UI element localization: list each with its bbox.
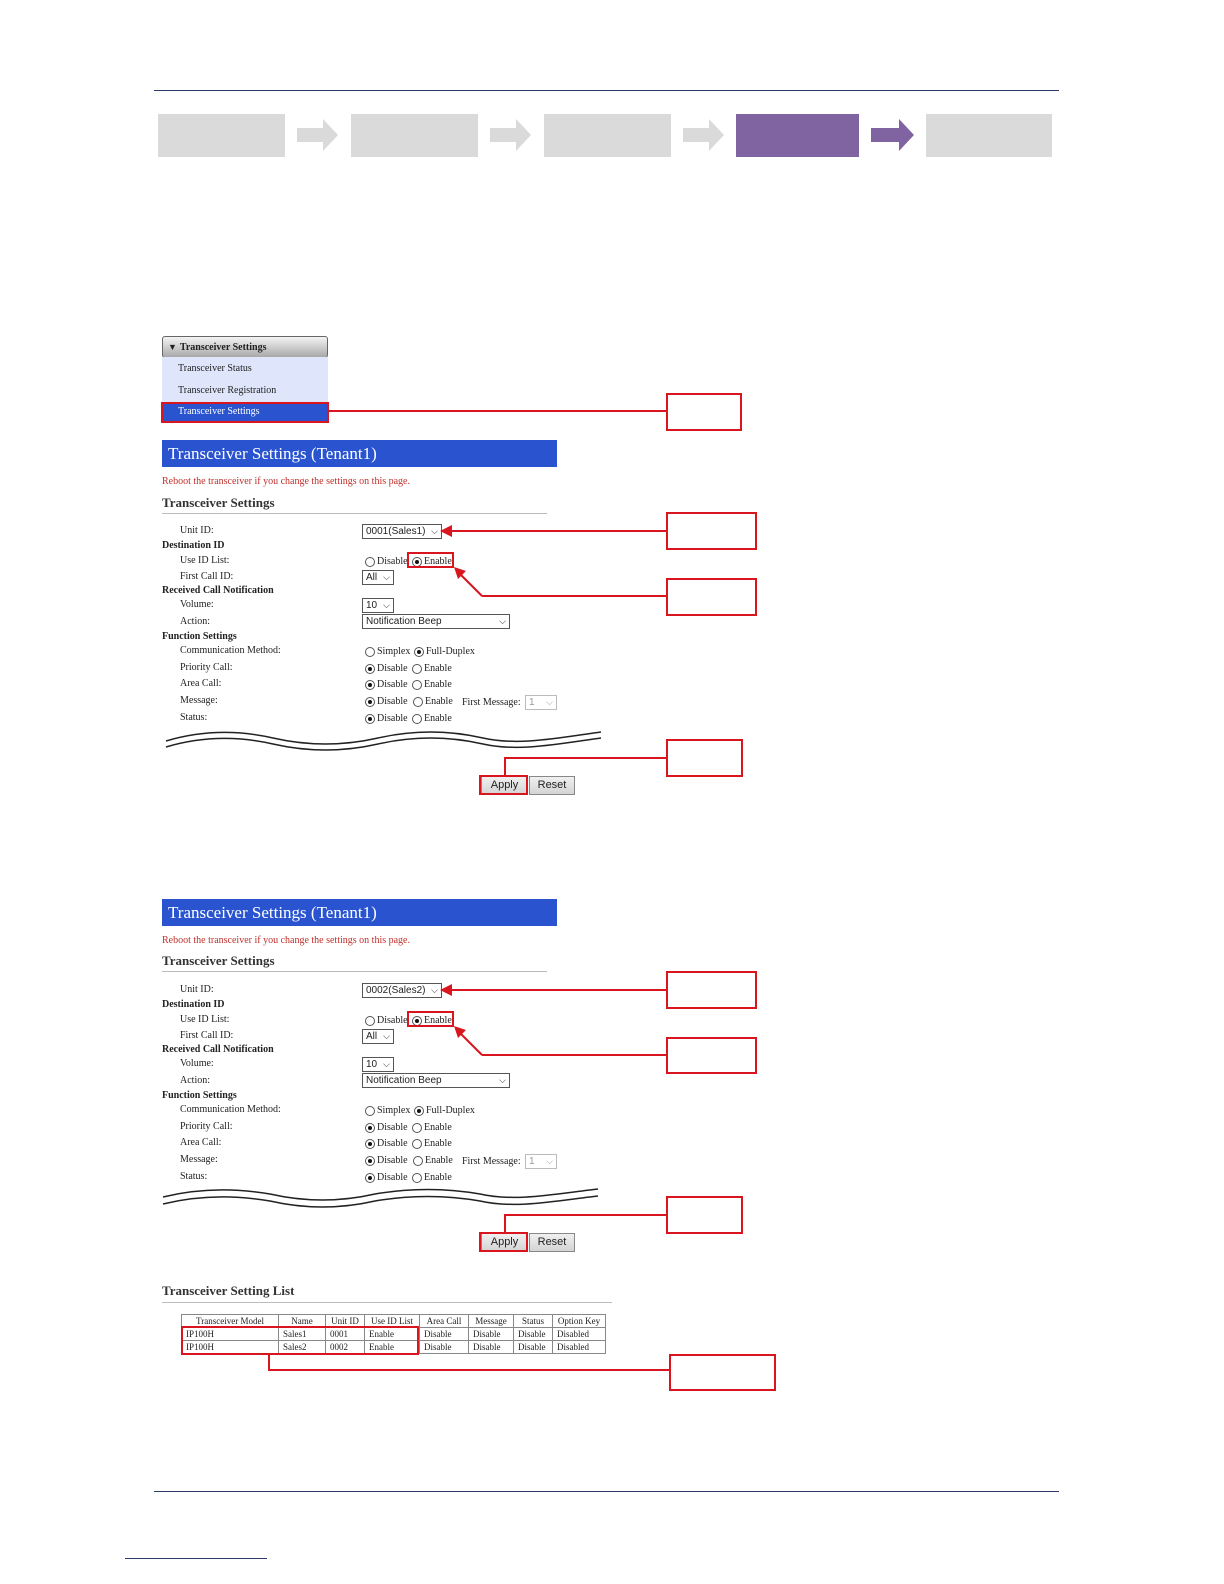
flow-step-5: [926, 114, 1052, 157]
full-duplex-radio[interactable]: Full-Duplex: [414, 1105, 475, 1116]
highlight-menu-item: [161, 402, 329, 423]
section-rule: [162, 971, 547, 972]
callout-box: [666, 512, 757, 550]
received-call-heading: Received Call Notification: [162, 585, 274, 596]
leader-line: [268, 1355, 270, 1370]
leader-arrow-diagonal: [452, 565, 672, 599]
callout-box: [669, 1354, 776, 1391]
footer-rule: [154, 1491, 1059, 1492]
volume-select[interactable]: 10 ⌵: [362, 1057, 394, 1072]
flow-step-3: [544, 114, 671, 157]
table-cell: Disable: [469, 1341, 514, 1354]
use-id-list-label: Use ID List:: [180, 555, 230, 566]
callout-box: [666, 1037, 757, 1074]
use-id-list-disable-radio[interactable]: Disable: [365, 556, 408, 567]
arrowhead-icon: [440, 984, 452, 996]
status-label: Status:: [180, 1171, 208, 1182]
column-header: Name: [279, 1315, 326, 1328]
message-enable-radio[interactable]: Enable: [413, 1155, 453, 1166]
area-enable-radio[interactable]: Enable: [412, 679, 452, 690]
arrowhead-icon: [440, 525, 452, 537]
column-header: Message: [469, 1315, 514, 1328]
message-disable-radio[interactable]: Disable: [365, 1155, 408, 1166]
radio-off-icon: [413, 1156, 423, 1166]
leader-line: [329, 410, 667, 412]
radio-off-icon: [365, 647, 375, 657]
radio-on-icon: [365, 1156, 375, 1166]
wavy-break-separator: [163, 728, 605, 752]
highlight-enable-radio: [407, 552, 454, 568]
highlight-enable-radio: [407, 1011, 454, 1027]
table-cell: IP100H: [182, 1341, 279, 1354]
section-rule: [162, 513, 547, 514]
radio-off-icon: [365, 1016, 375, 1026]
use-id-list-label: Use ID List:: [180, 1014, 230, 1025]
radio-on-icon: [365, 714, 375, 724]
status-disable-radio[interactable]: Disable: [365, 1172, 408, 1183]
chevron-down-icon: ⌵: [499, 616, 506, 626]
menu-item-transceiver-status[interactable]: Transceiver Status: [178, 363, 252, 374]
chevron-down-icon: ⌵: [431, 985, 438, 995]
status-disable-radio[interactable]: Disable: [365, 713, 408, 724]
footer-link-underline[interactable]: [125, 1558, 267, 1559]
table-cell: Sales2: [279, 1341, 326, 1354]
column-header: Transceiver Model: [182, 1315, 279, 1328]
highlight-table-rows: [181, 1326, 419, 1355]
radio-on-icon: [414, 647, 424, 657]
simplex-radio[interactable]: Simplex: [365, 646, 410, 657]
communication-method-label: Communication Method:: [180, 645, 281, 656]
communication-method-label: Communication Method:: [180, 1104, 281, 1115]
triangle-down-icon: ▼: [168, 342, 177, 352]
chevron-down-icon: ⌵: [431, 526, 438, 536]
flow-arrow-icon: [297, 118, 339, 152]
first-call-id-select[interactable]: All ⌵: [362, 1029, 394, 1044]
chevron-down-icon: ⌵: [383, 572, 390, 582]
radio-off-icon: [413, 697, 423, 707]
radio-on-icon: [365, 664, 375, 674]
radio-on-icon: [365, 1123, 375, 1133]
table-cell: Enable: [365, 1341, 420, 1354]
section-rule: [162, 1302, 612, 1303]
priority-disable-radio[interactable]: Disable: [365, 663, 408, 674]
status-enable-radio[interactable]: Enable: [412, 713, 452, 724]
leader-line: [504, 1214, 667, 1216]
radio-off-icon: [412, 1139, 422, 1149]
highlight-apply-button: [479, 775, 528, 795]
use-id-list-enable-radio[interactable]: Enable: [412, 556, 452, 567]
message-label: Message:: [180, 695, 218, 706]
apply-button[interactable]: Apply: [481, 776, 528, 795]
area-call-label: Area Call:: [180, 678, 222, 689]
received-call-heading: Received Call Notification: [162, 1044, 274, 1055]
unit-id-select[interactable]: 0001(Sales1) ⌵: [362, 524, 442, 539]
area-disable-radio[interactable]: Disable: [365, 1138, 408, 1149]
header-rule: [154, 90, 1059, 91]
radio-off-icon: [412, 680, 422, 690]
first-call-id-label: First Call ID:: [180, 571, 234, 582]
callout-box: [666, 393, 742, 431]
menu-item-transceiver-settings[interactable]: Transceiver Settings: [162, 402, 328, 422]
radio-off-icon: [365, 1106, 375, 1116]
priority-enable-radio[interactable]: Enable: [412, 1122, 452, 1133]
first-message-select[interactable]: 1 ⌵: [525, 695, 557, 710]
table-cell: Disable: [514, 1341, 553, 1354]
radio-off-icon: [412, 714, 422, 724]
chevron-down-icon: ⌵: [546, 697, 553, 707]
flow-step-2: [351, 114, 478, 157]
radio-on-icon: [365, 1173, 375, 1183]
area-call-label: Area Call:: [180, 1137, 222, 1148]
first-message-select[interactable]: 1 ⌵: [525, 1154, 557, 1169]
radio-off-icon: [365, 557, 375, 567]
reboot-notice: Reboot the transceiver if you change the settings on this page.: [162, 476, 410, 487]
chevron-down-icon: ⌵: [383, 1059, 390, 1069]
action-label: Action:: [180, 616, 210, 627]
table-cell: IP100H: [182, 1328, 279, 1341]
table-cell: 0001: [326, 1328, 365, 1341]
table-cell: Disable: [420, 1341, 469, 1354]
menu-header[interactable]: ▼ Transceiver Settings: [162, 336, 328, 358]
area-disable-radio[interactable]: Disable: [365, 679, 408, 690]
highlight-apply-button: [479, 1232, 528, 1252]
radio-on-icon: [365, 697, 375, 707]
callout-box: [666, 739, 743, 777]
radio-on-icon: [365, 1139, 375, 1149]
column-header: Use ID List: [365, 1315, 420, 1328]
action-select[interactable]: Notification Beep ⌵: [362, 1073, 510, 1088]
panel-title: Transceiver Settings (Tenant1): [162, 899, 557, 926]
leader-line: [504, 1215, 506, 1233]
chevron-down-icon: ⌵: [546, 1156, 553, 1166]
radio-off-icon: [412, 1123, 422, 1133]
radio-off-icon: [412, 1173, 422, 1183]
leader-line: [268, 1369, 670, 1371]
radio-on-icon: [414, 1106, 424, 1116]
destination-id-heading: Destination ID: [162, 540, 225, 551]
table-cell: Disable: [420, 1328, 469, 1341]
leader-line: [450, 989, 667, 991]
use-id-list-enable-radio[interactable]: Enable: [412, 1015, 452, 1026]
use-id-list-disable-radio[interactable]: Disable: [365, 1015, 408, 1026]
flow-step-1: [158, 114, 285, 157]
reboot-notice: Reboot the transceiver if you change the settings on this page.: [162, 935, 410, 946]
flow-arrow-icon: [490, 118, 532, 152]
column-header: Unit ID: [326, 1315, 365, 1328]
leader-line: [504, 757, 667, 759]
reset-button[interactable]: Reset: [529, 1233, 575, 1252]
chevron-down-icon: ⌵: [499, 1075, 506, 1085]
leader-line: [450, 530, 667, 532]
volume-label: Volume:: [180, 599, 214, 610]
chevron-down-icon: ⌵: [383, 600, 390, 610]
section-title: Transceiver Settings: [162, 953, 275, 968]
message-enable-radio[interactable]: Enable: [413, 696, 453, 707]
function-settings-heading: Function Settings: [162, 1090, 237, 1101]
area-enable-radio[interactable]: Enable: [412, 1138, 452, 1149]
first-call-id-select[interactable]: All ⌵: [362, 570, 394, 585]
priority-enable-radio[interactable]: Enable: [412, 663, 452, 674]
unit-id-label: Unit ID:: [180, 525, 214, 536]
volume-select[interactable]: 10 ⌵: [362, 598, 394, 613]
flow-arrow-icon: [683, 118, 725, 152]
table-cell: Sales1: [279, 1328, 326, 1341]
volume-label: Volume:: [180, 1058, 214, 1069]
first-call-id-label: First Call ID:: [180, 1030, 234, 1041]
callout-box: [666, 1196, 743, 1234]
action-label: Action:: [180, 1075, 210, 1086]
menu-item-transceiver-registration[interactable]: Transceiver Registration: [178, 385, 277, 396]
callout-box: [666, 578, 757, 616]
unit-id-select[interactable]: 0002(Sales2) ⌵: [362, 983, 442, 998]
column-header: Area Call: [420, 1315, 469, 1328]
radio-on-icon: [365, 680, 375, 690]
section-title: Transceiver Settings: [162, 495, 275, 510]
priority-call-label: Priority Call:: [180, 662, 233, 673]
reset-button[interactable]: Reset: [529, 776, 575, 795]
callout-box: [666, 971, 757, 1009]
leader-line: [504, 758, 506, 776]
list-title: Transceiver Setting List: [162, 1283, 295, 1298]
message-disable-radio[interactable]: Disable: [365, 696, 408, 707]
simplex-radio[interactable]: Simplex: [365, 1105, 410, 1116]
column-header: Status: [514, 1315, 553, 1328]
radio-off-icon: [412, 664, 422, 674]
chevron-down-icon: ⌵: [383, 1031, 390, 1041]
function-settings-heading: Function Settings: [162, 631, 237, 642]
column-header: Option Key: [553, 1315, 606, 1328]
first-message-label: First Message:: [462, 697, 521, 708]
priority-disable-radio[interactable]: Disable: [365, 1122, 408, 1133]
flow-step-4-active: [736, 114, 859, 157]
status-label: Status:: [180, 712, 208, 723]
full-duplex-radio[interactable]: Full-Duplex: [414, 646, 475, 657]
table-cell: Enable: [365, 1328, 420, 1341]
table-cell: Disable: [469, 1328, 514, 1341]
flow-arrow-active-icon: [871, 118, 915, 152]
apply-button[interactable]: Apply: [481, 1233, 528, 1252]
message-label: Message:: [180, 1154, 218, 1165]
table-cell: Disabled: [553, 1328, 606, 1341]
status-enable-radio[interactable]: Enable: [412, 1172, 452, 1183]
priority-call-label: Priority Call:: [180, 1121, 233, 1132]
leader-arrow-diagonal: [452, 1024, 672, 1058]
unit-id-label: Unit ID:: [180, 984, 214, 995]
first-message-label: First Message:: [462, 1156, 521, 1167]
wavy-break-separator: [160, 1186, 602, 1210]
action-select[interactable]: Notification Beep ⌵: [362, 614, 510, 629]
table-cell: Disabled: [553, 1341, 606, 1354]
table-cell: Disable: [514, 1328, 553, 1341]
destination-id-heading: Destination ID: [162, 999, 225, 1010]
panel-title: Transceiver Settings (Tenant1): [162, 440, 557, 467]
table-cell: 0002: [326, 1341, 365, 1354]
